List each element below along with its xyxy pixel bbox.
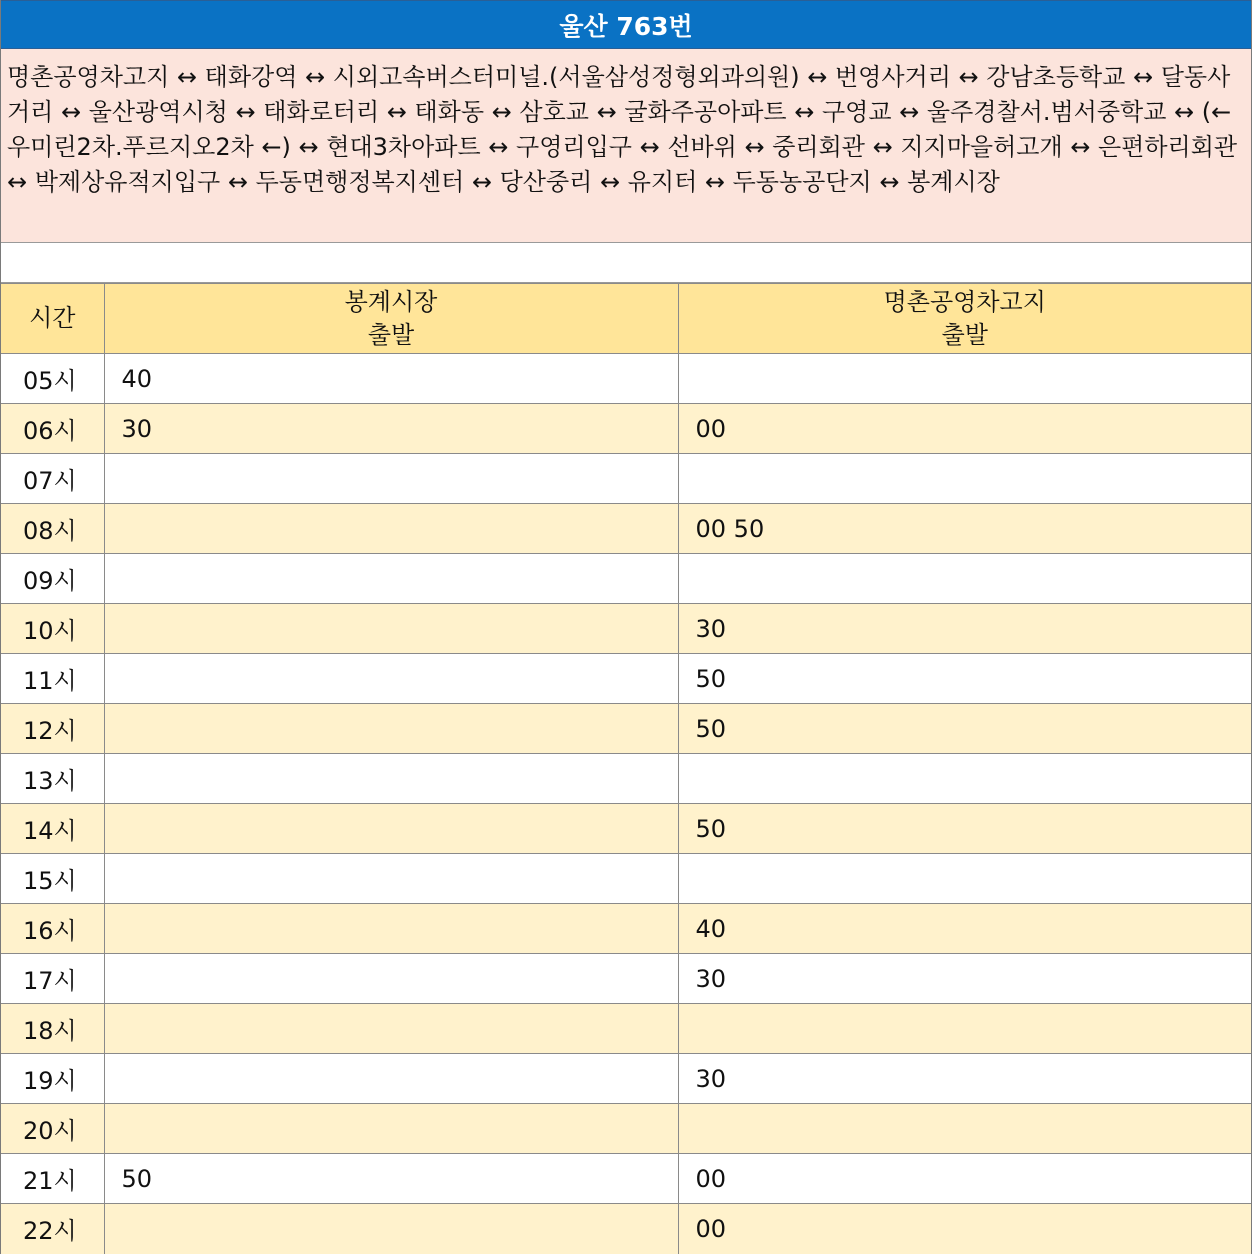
- header-time: 시간: [1, 284, 104, 354]
- myeongchon-departure-cell: [678, 454, 1251, 504]
- bonggye-departure-cell: [104, 1004, 678, 1054]
- bonggye-departure-cell: [104, 554, 678, 604]
- hour-cell: 11시: [1, 654, 104, 704]
- myeongchon-departure-cell: 50: [678, 704, 1251, 754]
- hour-cell: 07시: [1, 454, 104, 504]
- myeongchon-departure-cell: 30: [678, 1054, 1251, 1104]
- hour-cell: 19시: [1, 1054, 104, 1104]
- bonggye-departure-cell: [104, 854, 678, 904]
- bonggye-departure-cell: [104, 1054, 678, 1104]
- bonggye-departure-cell: [104, 604, 678, 654]
- bonggye-departure-cell: 50: [104, 1154, 678, 1204]
- hour-cell: 16시: [1, 904, 104, 954]
- bonggye-departure-cell: 40: [104, 354, 678, 404]
- header-bonggye-label: 출발: [367, 320, 415, 349]
- bonggye-departure-cell: [104, 754, 678, 804]
- hour-cell: 18시: [1, 1004, 104, 1054]
- table-row: [1, 354, 1251, 404]
- header-myeongchon-departure: [678, 284, 1251, 354]
- hour-cell: 13시: [1, 754, 104, 804]
- table-row: [1, 904, 1251, 954]
- myeongchon-departure-cell: 50: [678, 804, 1251, 854]
- myeongchon-departure-cell: 30: [678, 604, 1251, 654]
- hour-cell: 22시: [1, 1204, 104, 1254]
- table-row: [1, 854, 1251, 904]
- page-title: 울산 763번: [1, 0, 1251, 49]
- table-row: [1, 404, 1251, 454]
- hour-cell: 05시: [1, 354, 104, 404]
- table-row: [1, 754, 1251, 804]
- myeongchon-departure-cell: [678, 854, 1251, 904]
- myeongchon-departure-cell: 40: [678, 904, 1251, 954]
- bonggye-departure-cell: [104, 654, 678, 704]
- myeongchon-departure-cell: 00 50: [678, 504, 1251, 554]
- myeongchon-departure-cell: 30: [678, 954, 1251, 1004]
- spacer-row: [1, 243, 1251, 283]
- bonggye-departure-cell: 30: [104, 404, 678, 454]
- myeongchon-departure-cell: [678, 354, 1251, 404]
- bonggye-departure-cell: [104, 904, 678, 954]
- table-row: [1, 1054, 1251, 1104]
- timetable: [1, 283, 1251, 1254]
- myeongchon-departure-cell: [678, 554, 1251, 604]
- hour-cell: 14시: [1, 804, 104, 854]
- myeongchon-departure-cell: [678, 754, 1251, 804]
- myeongchon-departure-cell: 00: [678, 1154, 1251, 1204]
- myeongchon-departure-cell: 00: [678, 404, 1251, 454]
- table-row: [1, 1104, 1251, 1154]
- bonggye-departure-cell: [104, 504, 678, 554]
- bonggye-departure-cell: [104, 954, 678, 1004]
- myeongchon-departure-cell: 00: [678, 1204, 1251, 1254]
- hour-cell: 10시: [1, 604, 104, 654]
- route-stops: 명촌공영차고지 ↔ 태화강역 ↔ 시외고속버스터미널.(서울삼성정형외과의원) ↔ 번영사거리 ↔ 강남초등학교 ↔ 달동사거리 ↔ 울산광역시청 ↔ 태화로터리 ↔ 태화동 ↔ 삼호교 ↔ 굴화주공아파트 ↔ 구영교 ↔ 울주경찰서.범서중학교 ↔ (← 우미린2차.푸르지오2차 ←) ↔ 현대3차아파트 ↔ 구영리입구 ↔ 선바위 ↔ 중리회관 ↔ 지지마을허고개 ↔ 은편하리회관 ↔ 박제상유적지입구 ↔ 두동면행정복지센터 ↔ 당산중리 ↔ 유지터 ↔ 두동농공단지 ↔ 봉계시장: [1, 49, 1251, 243]
- hour-cell: 21시: [1, 1154, 104, 1204]
- bonggye-departure-cell: [104, 1104, 678, 1154]
- header-myeongchon-name: 명촌공영차고지: [883, 287, 1046, 316]
- hour-cell: 12시: [1, 704, 104, 754]
- myeongchon-departure-cell: [678, 1004, 1251, 1054]
- bonggye-departure-cell: [104, 1204, 678, 1254]
- hour-cell: 17시: [1, 954, 104, 1004]
- table-row: [1, 604, 1251, 654]
- hour-cell: 15시: [1, 854, 104, 904]
- header-bonggye-departure: [104, 284, 678, 354]
- table-row: [1, 454, 1251, 504]
- table-row: [1, 654, 1251, 704]
- table-row: [1, 954, 1251, 1004]
- bonggye-departure-cell: [104, 804, 678, 854]
- header-row: [1, 284, 1251, 354]
- bonggye-departure-cell: [104, 704, 678, 754]
- myeongchon-departure-cell: [678, 1104, 1251, 1154]
- table-row: [1, 1204, 1251, 1254]
- header-myeongchon-label: 출발: [941, 320, 988, 349]
- hour-cell: 09시: [1, 554, 104, 604]
- bonggye-departure-cell: [104, 454, 678, 504]
- table-row: [1, 804, 1251, 854]
- table-row: [1, 1154, 1251, 1204]
- header-bonggye-name: 봉계시장: [344, 287, 438, 316]
- hour-cell: 06시: [1, 404, 104, 454]
- myeongchon-departure-cell: 50: [678, 654, 1251, 704]
- table-row: [1, 704, 1251, 754]
- hour-cell: 20시: [1, 1104, 104, 1154]
- table-row: [1, 1004, 1251, 1054]
- hour-cell: 08시: [1, 504, 104, 554]
- table-row: [1, 504, 1251, 554]
- table-row: [1, 554, 1251, 604]
